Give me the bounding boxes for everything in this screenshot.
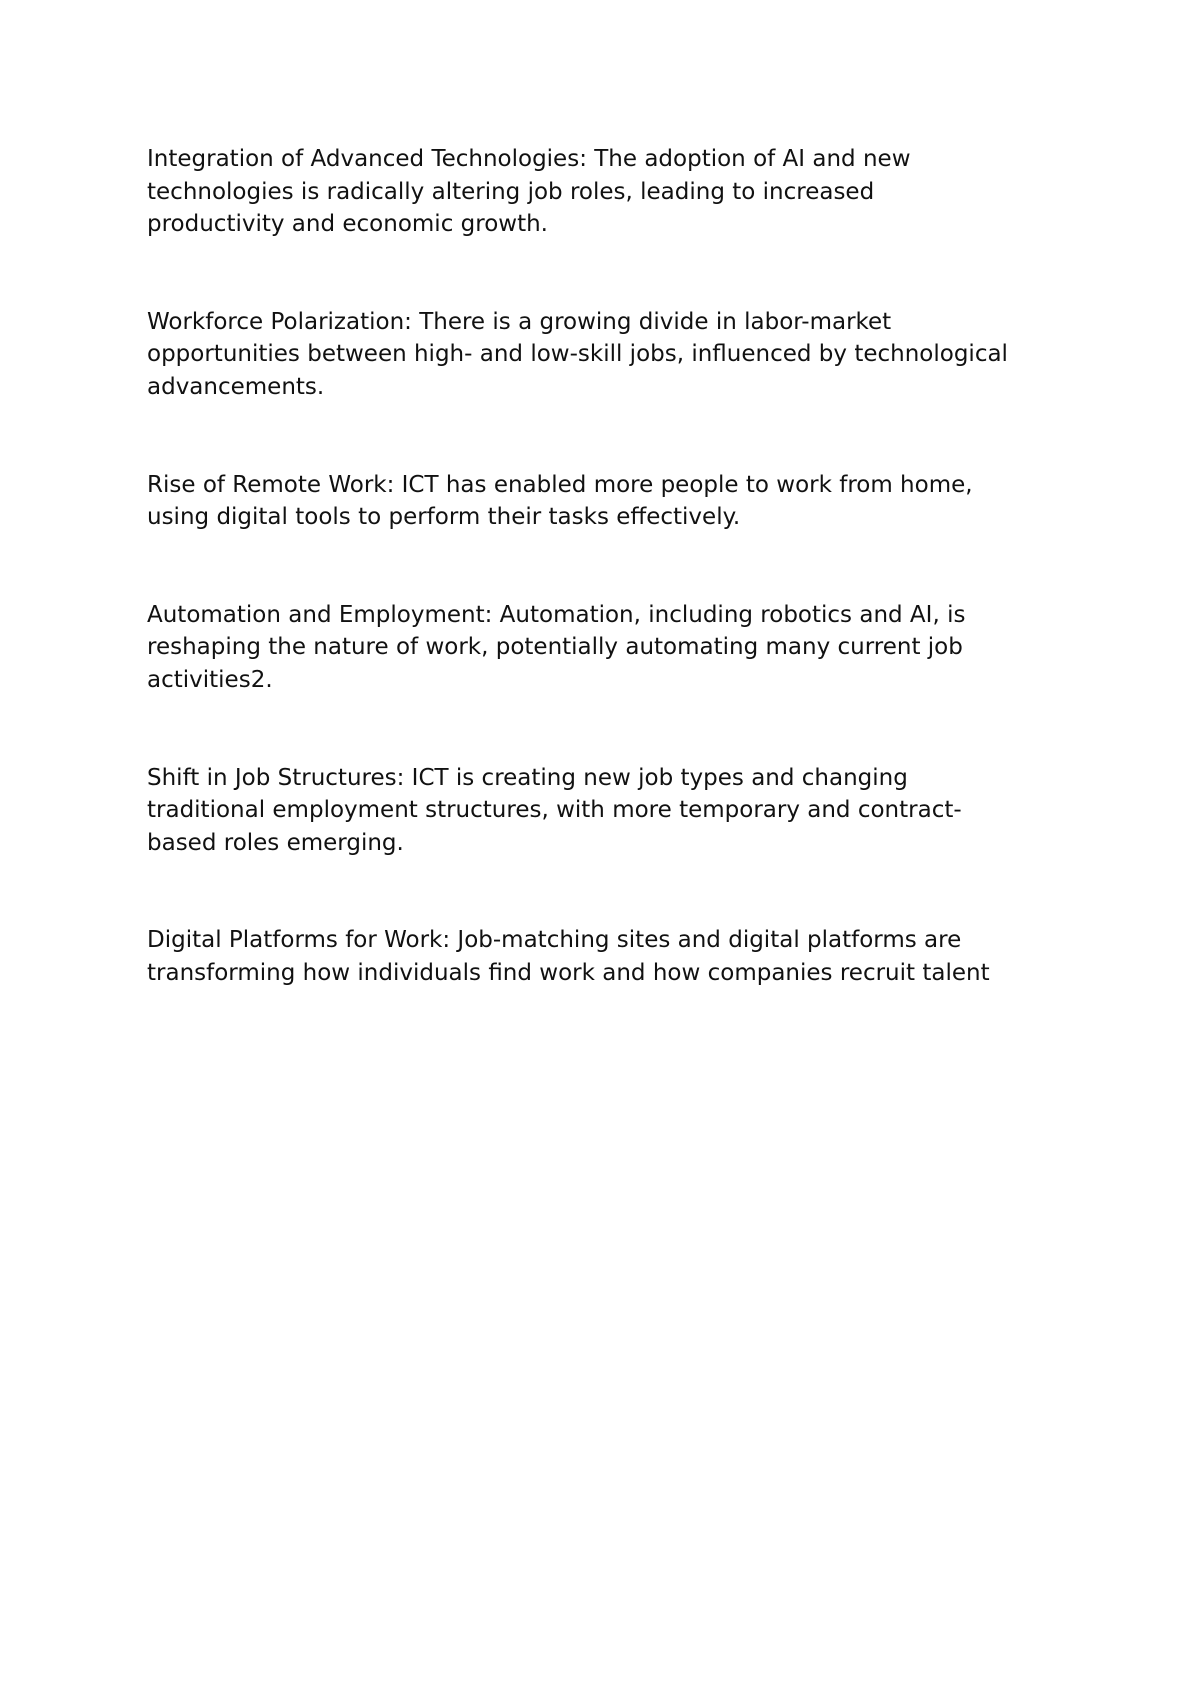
paragraph-automation-and-employment: Automation and Employment: Automation, including robotics and AI, is reshaping the nature of work, potentially automating many current job activities2. — [147, 601, 966, 693]
paragraph-integration-of-advanced-technologies: Integration of Advanced Technologies: The adoption of AI and new technologies is radically altering job roles, leading to increased productivity and economic growth. — [147, 146, 911, 238]
paragraph-workforce-polarization: Workforce Polarization: There is a growing divide in labor-market opportunities between high- and low-skill jobs, influenced by technological advancements. — [147, 308, 1008, 400]
paragraph-shift-in-job-structures: Shift in Job Structures: ICT is creating new job types and changing traditional employment structures, with more temporary and contract- based roles emerging. — [147, 764, 962, 856]
paragraph-rise-of-remote-work: Rise of Remote Work: ICT has enabled more people to work from home, using digital tools to perform their tasks effectively. — [147, 471, 973, 531]
paragraph-digital-platforms-for-work: Digital Platforms for Work: Job-matching sites and digital platforms are transforming how individuals find work and how companies recruit talent — [147, 927, 990, 986]
document-body — [147, 143, 1077, 1055]
